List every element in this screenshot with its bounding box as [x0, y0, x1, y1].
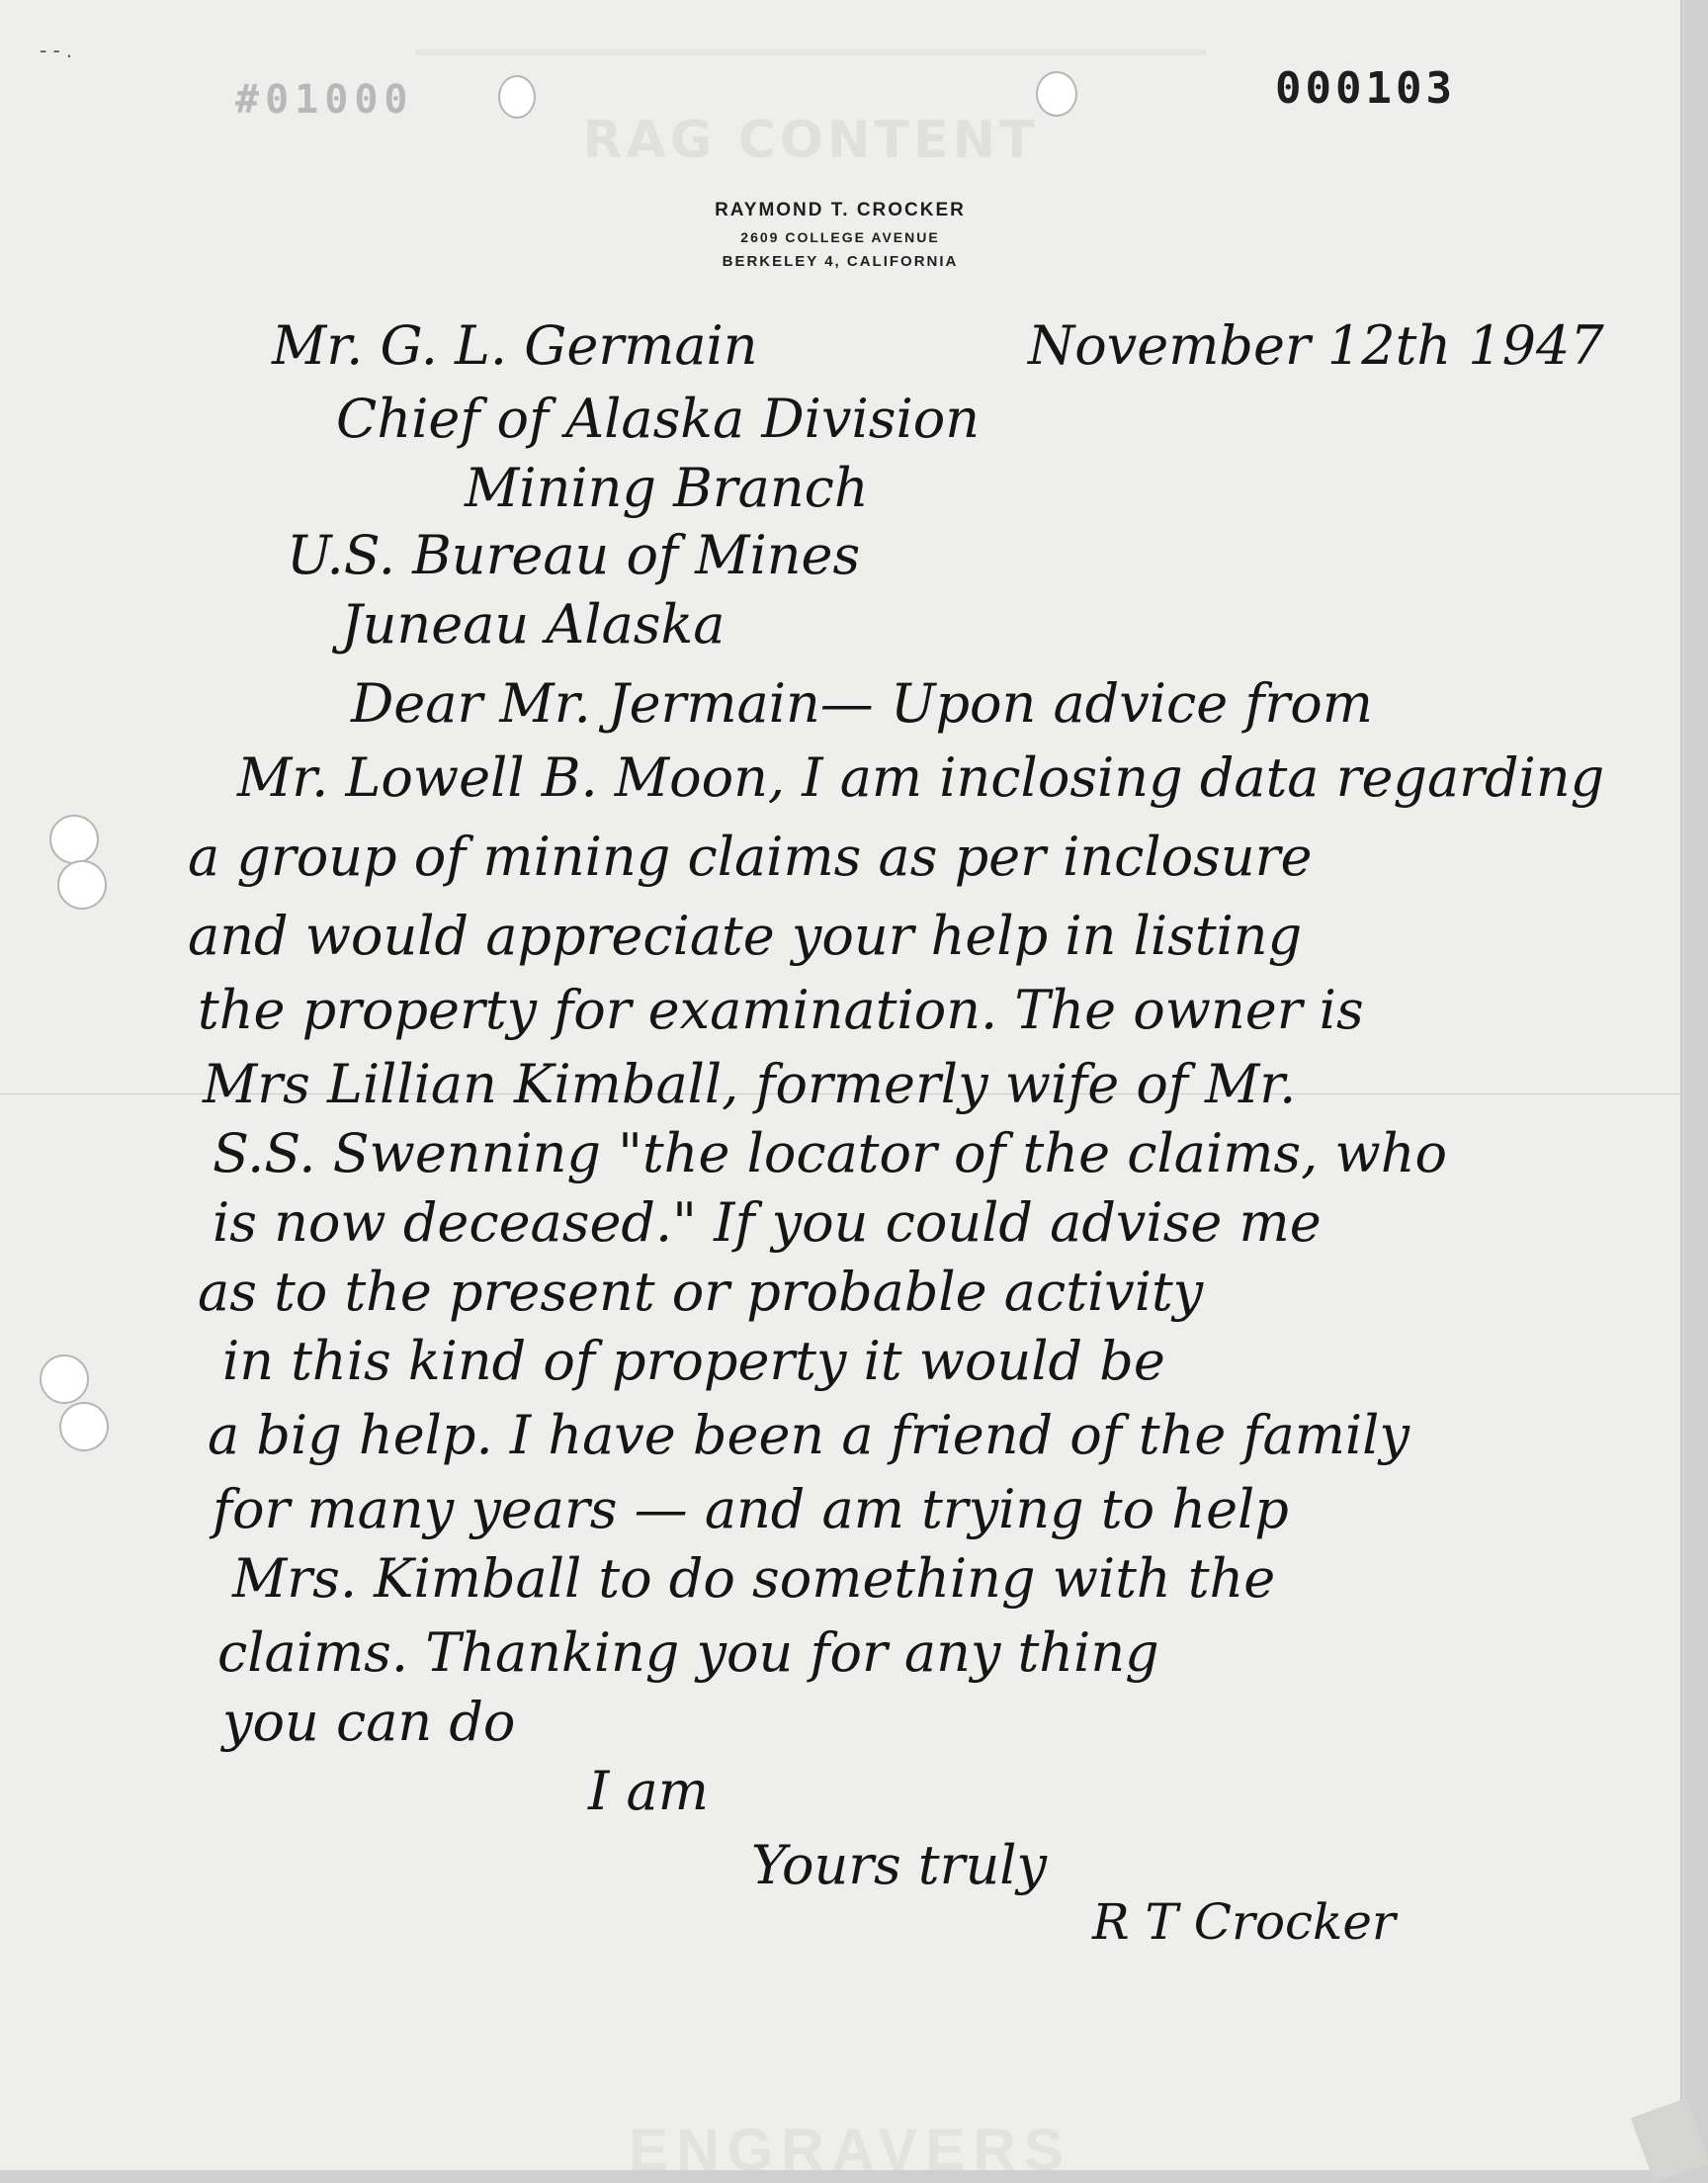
- body-line: for many years — and am trying to help: [213, 1478, 1289, 1540]
- watermark-top-band: [415, 4, 1206, 55]
- watermark-bottom-text: ENGRAVERS: [629, 2117, 1071, 2170]
- punch-hole-top-right: [1036, 71, 1077, 117]
- punch-hole-top-left: [498, 75, 536, 119]
- recipient-line: U.S. Bureau of Mines: [287, 524, 861, 586]
- body-line: and would appreciate your help in listing: [188, 905, 1303, 967]
- recipient-line: Mining Branch: [465, 457, 869, 519]
- recipient-line: Juneau Alaska: [341, 593, 726, 655]
- body-line: a group of mining claims as per inclosure: [188, 826, 1313, 888]
- recipient-line: Chief of Alaska Division: [336, 388, 981, 450]
- body-line: Dear Mr. Jermain— Upon advice from: [351, 672, 1373, 735]
- body-line: Mrs Lillian Kimball, formerly wife of Mr.: [203, 1053, 1297, 1115]
- punch-hole-left-2: [57, 860, 107, 910]
- body-line: Mr. Lowell B. Moon, I am inclosing data regarding: [237, 746, 1605, 809]
- letterhead: [593, 200, 1087, 270]
- body-line: a big help. I have been a friend of the family: [208, 1404, 1409, 1466]
- body-line: is now deceased." If you could advise me: [213, 1191, 1322, 1254]
- recipient-line: Mr. G. L. Germain: [272, 314, 758, 377]
- letterhead-address: 2609 COLLEGE AVENUE: [740, 229, 940, 245]
- body-line: Mrs. Kimball to do something with the: [232, 1547, 1276, 1610]
- pencil-mark: - ‑ .: [40, 38, 72, 62]
- body-line: the property for examination. The owner is: [198, 979, 1364, 1041]
- letter-date: November 12th 1947: [1028, 314, 1604, 377]
- stamp-left-number: #01000: [235, 77, 414, 123]
- letterhead-name: RAYMOND T. CROCKER: [715, 200, 966, 220]
- stamp-right-number: 000103: [1275, 63, 1456, 114]
- body-line: as to the present or probable activity: [198, 1261, 1204, 1323]
- body-line: in this kind of property it would be: [222, 1330, 1165, 1392]
- body-line: S.S. Swenning "the locator of the claims, who: [213, 1122, 1447, 1184]
- letterhead-city: BERKELEY 4, CALIFORNIA: [722, 253, 959, 270]
- punch-hole-left-3: [40, 1354, 89, 1404]
- signature: R T Crocker: [1092, 1893, 1396, 1951]
- closing-line: Yours truly: [751, 1834, 1048, 1896]
- punch-hole-left-1: [49, 815, 99, 864]
- watermark-top-text: RAG CONTENT: [582, 111, 1039, 170]
- body-line: claims. Thanking you for any thing: [217, 1621, 1159, 1684]
- closing-line: I am: [588, 1760, 709, 1822]
- body-line: you can do: [222, 1691, 516, 1753]
- punch-hole-left-4: [59, 1402, 109, 1451]
